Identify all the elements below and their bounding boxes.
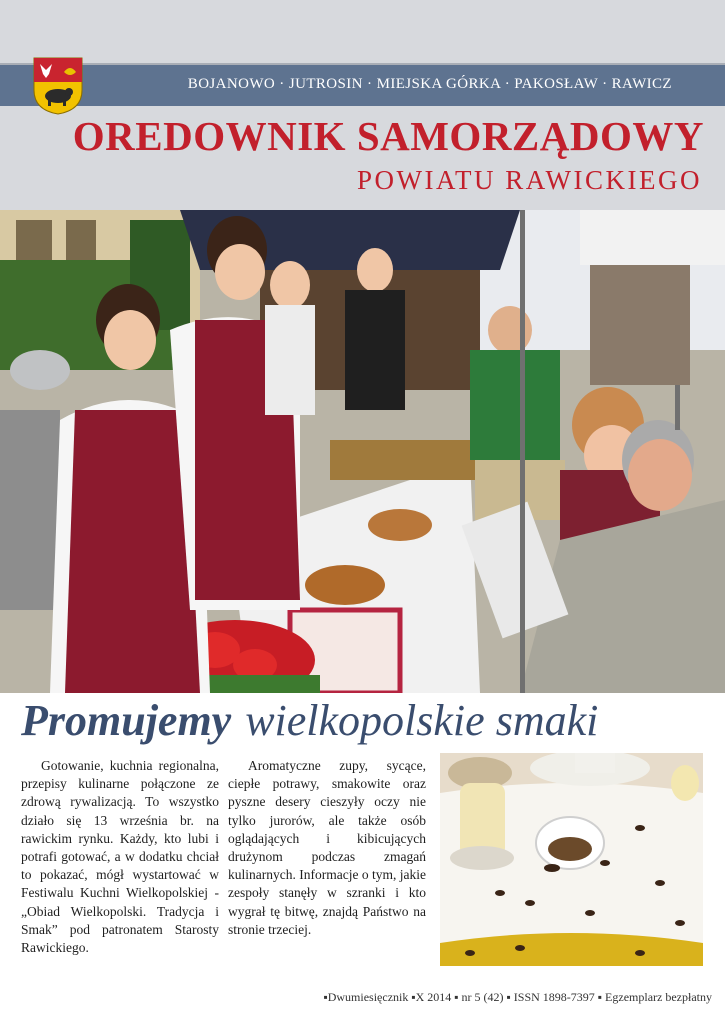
article-column-2 [228, 757, 426, 939]
towns-list: BOJANOWO · JUTROSIN · MIEJSKA GÓRKA · PAKOSŁAW · RAWICZ [187, 76, 672, 92]
dessert-photo [440, 753, 703, 966]
headline-bold: Promujemy [21, 696, 232, 745]
cover-photo [0, 210, 725, 693]
issue-footer: ▪Dwumiesięcznik ▪X 2014 ▪ nr 5 (42) ▪ ISSN 1898-7397 ▪ Egzemplarz bezpłatny [323, 990, 712, 1004]
publication-subtitle: POWIATU RAWICKIEGO [356, 165, 702, 195]
article-headline [21, 695, 711, 747]
article-column-1 [21, 757, 219, 957]
headline-light: wielkopolskie smaki [245, 696, 599, 745]
article-paragraph-1: Gotowanie, kuchnia regionalna, przepisy kulinarne połączone ze zdrową rywalizacją. To wszystko działo się 13 września br. na rawickim rynku. Każdy, kto lubi i potrafi gotować, a w dodatku chciał to pokazać, mógł wystartować w Festiwalu Kuchni Wielkopolskiej - „Obiad Wielkopolski. Tradycja i Smak” pod patronatem Starosty Rawickiego. [21, 758, 219, 956]
article-paragraph-2: Aromatyczne zupy, sycące, ciepłe potrawy, smakowite oraz pyszne desery cieszyły oczy nie tylko jurorów, ale także osób oglądających i kibicujących drużynom podczas zmagań kulinarnych. Informacje o tym, jakie zespoły stanęły w szranki i kto wygrał tę bitwę, znajdą Państwo na stronie trzeciej. [228, 758, 426, 937]
publication-title: OREDOWNIK SAMORZĄDOWY [72, 113, 704, 159]
